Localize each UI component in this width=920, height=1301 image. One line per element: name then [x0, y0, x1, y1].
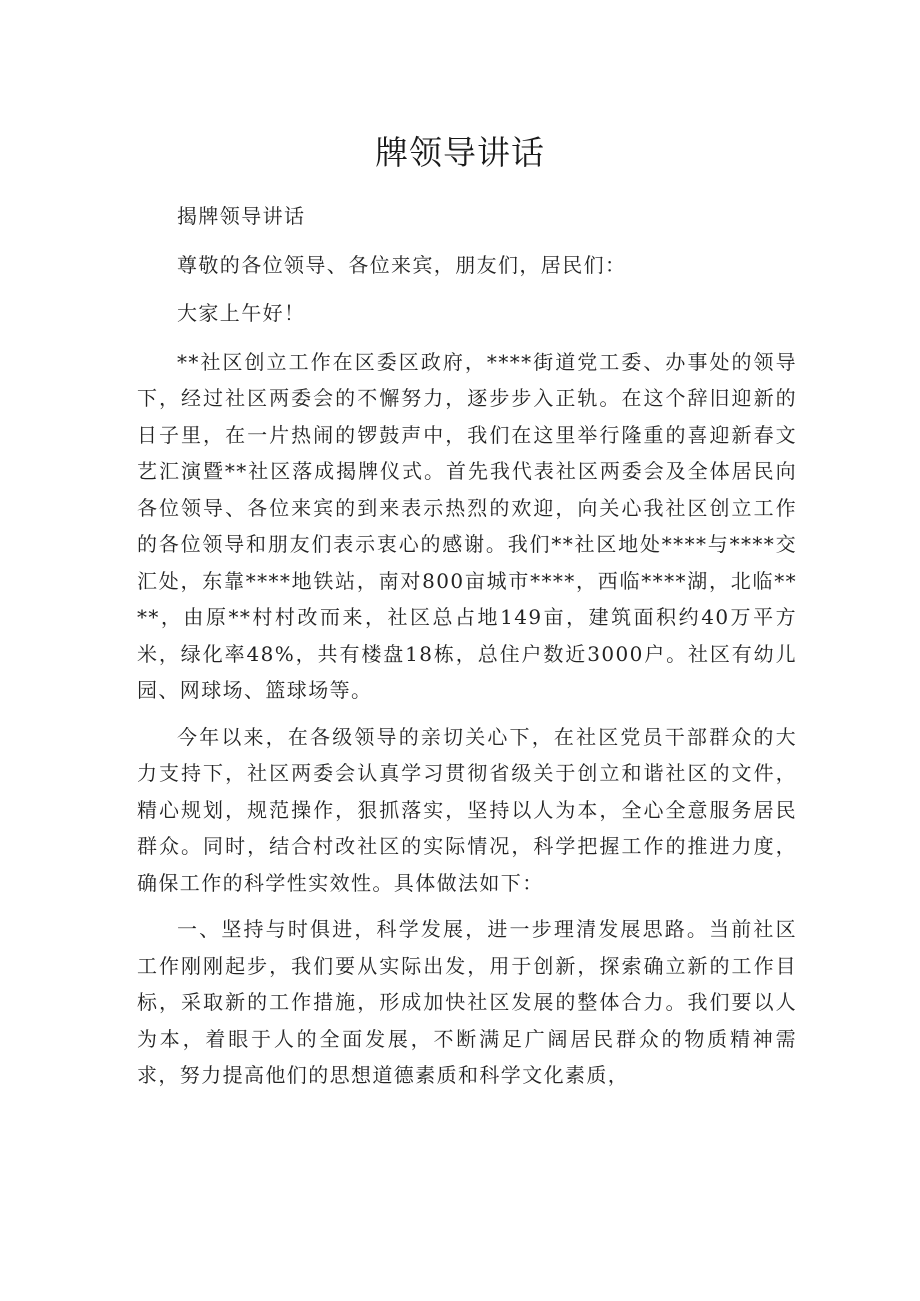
- paragraph-point-one: 一、坚持与时俱进，科学发展，进一步理清发展思路。当前社区工作刚刚起步，我们要从实际出发，用于创新，探索确立新的工作目标，采取新的工作措施，形成加快社区发展的整体合力。我们要以人为本，着眼于人的全面发展，不断满足广阔居民群众的物质精神需求，努力提高他们的思想道德素质和科学文化素质，: [137, 917, 797, 1087]
- paragraph-heading: 揭牌领导讲话: [177, 204, 306, 228]
- paragraph-community-intro: **社区创立工作在区委区政府，****街道党工委、办事处的领导下，经过社区两委会的不懈努力，逐步步入正轨。在这个辞旧迎新的日子里，在一片热闹的锣鼓声中，我们在这里举行隆重的喜迎新春文艺汇演暨**社区落成揭牌仪式。首先我代表社区两委会及全体居民向各位领导、各位来宾的到来表示热烈的欢迎，向关心我社区创立工作的各位领导和朋友们表示衷心的感谢。我们**社区地处****与****交汇处，东靠****地铁站，南对800亩城市****，西临****湖，北临****，由原**村村改而来，社区总占地149亩，建筑面积约40万平方米，绿化率48%，共有楼盘18栋，总住户数近3000户。社区有幼儿园、网球场、篮球场等。: [137, 349, 797, 702]
- paragraph-work-overview: 今年以来，在各级领导的亲切关心下，在社区党员干部群众的大力支持下，社区两委会认真学习贯彻省级关于创立和谐社区的文件，精心规划，规范操作，狠抓落实，坚持以人为本，全心全意服务居民群众。同时，结合村改社区的实际情况，科学把握工作的推进力度，确保工作的科学性实效性。具体做法如下：: [137, 724, 797, 895]
- document-title: 牌领导讲话: [375, 133, 545, 172]
- document-body: [137, 198, 797, 1104]
- paragraph-salutation: 尊敬的各位领导、各位来宾，朋友们，居民们：: [177, 252, 627, 277]
- paragraph-greeting: 大家上午好！: [177, 301, 306, 325]
